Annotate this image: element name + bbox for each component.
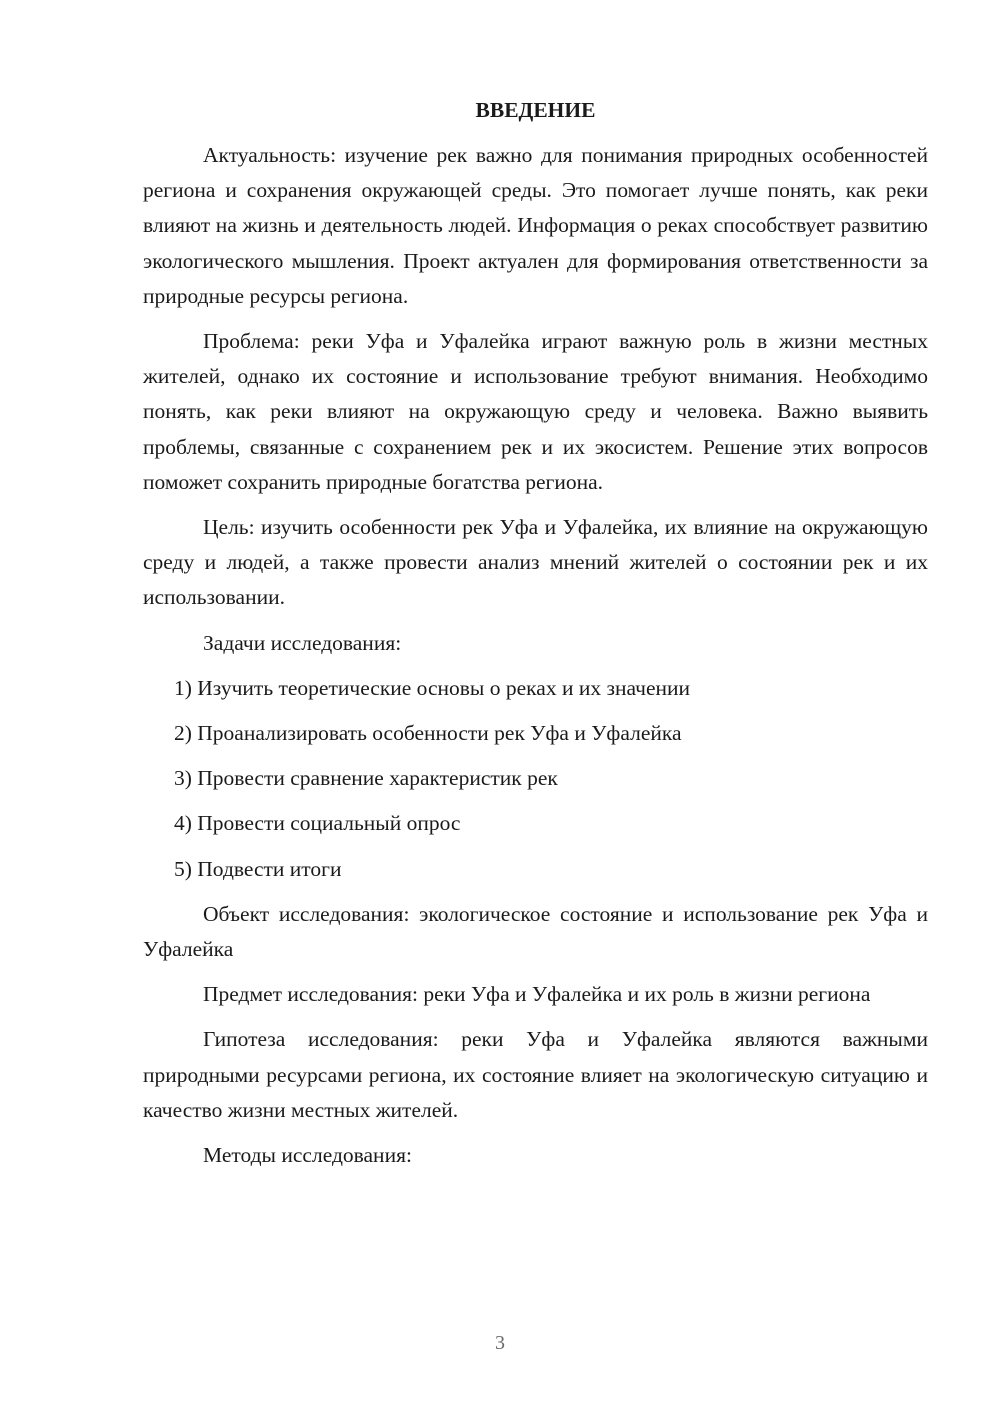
- page-number: 3: [495, 1332, 505, 1354]
- object-paragraph: Объект исследования: экологическое состояние и использование рек Уфа и Уфалейка: [143, 901, 928, 962]
- problem-paragraph: Проблема: реки Уфа и Уфалейка играют важную роль в жизни местных жителей, однако их состояние и использование требуют внимания. Необходимо понять, как реки влияют на окружающую среду и человека. Важно выявить проблемы, связанные с сохранением рек и их экосистем. Решение этих вопросов поможет сохранить природные богатства региона.: [143, 329, 928, 494]
- task-item: 4) Провести социальный опрос: [174, 811, 461, 836]
- methods-heading: Методы исследования:: [203, 1143, 412, 1168]
- goal-paragraph: Цель: изучить особенности рек Уфа и Уфалейка, их влияние на окружающую среду и людей, а также провести анализ мнений жителей о состоянии рек и их использовании.: [143, 515, 928, 610]
- document-page: [143, 90, 928, 1183]
- relevance-paragraph: Актуальность: изучение рек важно для понимания природных особенностей региона и сохранения окружающей среды. Это помогает лучше понять, как реки влияют на жизнь и деятельность людей. Информация о реках способствует развитию экологического мышления. Проект актуален для формирования ответственности за природные ресурсы региона.: [143, 143, 928, 308]
- tasks-heading: Задачи исследования:: [203, 630, 402, 655]
- hypothesis-paragraph: Гипотеза исследования: реки Уфа и Уфалейка являются важными природными ресурсами региона, их состояние влияет на экологическую ситуацию и качество жизни местных жителей.: [143, 1027, 928, 1122]
- task-item: 1) Изучить теоретические основы о реках и их значении: [174, 675, 691, 700]
- tasks-list: [143, 671, 928, 887]
- page-title: ВВЕДЕНИЕ: [475, 98, 596, 122]
- subject-paragraph: Предмет исследования: реки Уфа и Уфалейка и их роль в жизни региона: [203, 982, 871, 1007]
- task-item: 5) Подвести итоги: [174, 856, 342, 881]
- task-item: 3) Провести сравнение характеристик рек: [174, 766, 558, 791]
- task-item: 2) Проанализировать особенности рек Уфа и Уфалейка: [174, 721, 682, 746]
